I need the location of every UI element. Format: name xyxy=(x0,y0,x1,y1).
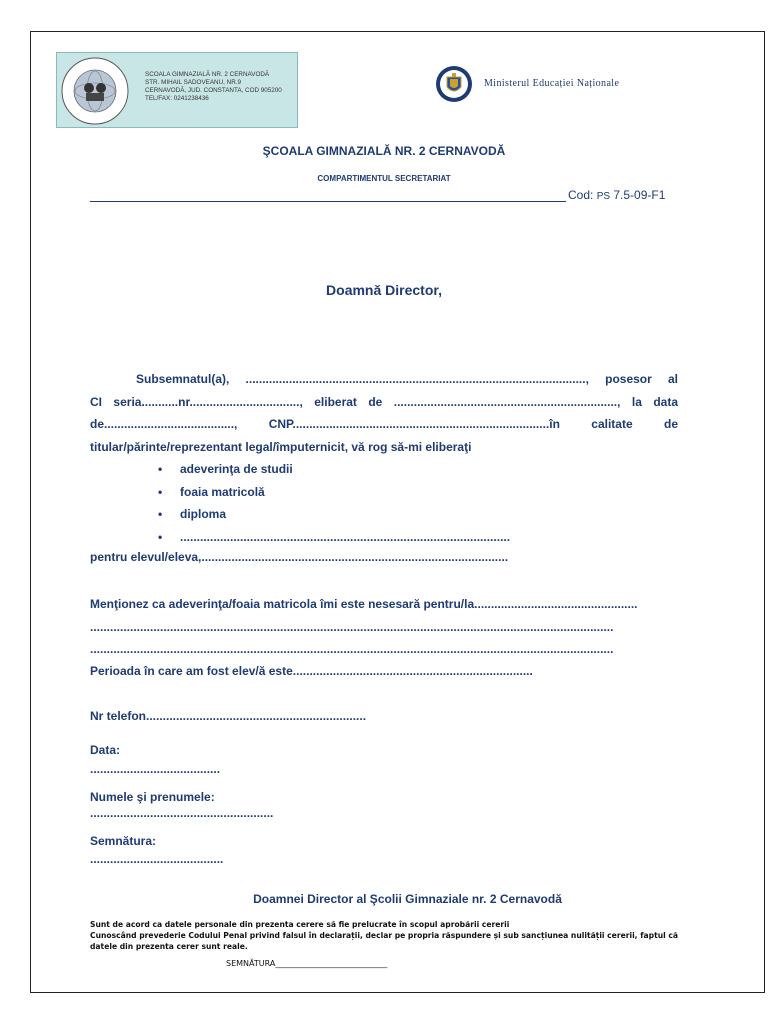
list-item-label: diploma xyxy=(180,507,227,521)
footer-title: Doamnei Director al Şcolii Gimnaziale nr. 2 Cernavodă xyxy=(253,892,562,906)
date-label: Data: xyxy=(90,743,121,757)
consent-line: Sunt de acord ca datele personale din prezenta cerere să fie prelucrate în scopul aprobării cererii xyxy=(90,920,510,929)
purpose-dots-line: ............................................................................................................................................................. xyxy=(90,620,614,634)
bullet-icon: • xyxy=(158,507,163,521)
school-title: ŞCOALA GIMNAZIALĂ NR. 2 CERNAVODĂ xyxy=(262,144,506,158)
phone-field: Nr telefon.................................................................. xyxy=(90,709,367,723)
bullet-icon: • xyxy=(158,484,163,499)
name-label: Numele şi prenumele: xyxy=(90,790,215,804)
salutation: Doamnă Director, xyxy=(326,282,442,298)
list-item-label: foaia matricolă xyxy=(180,484,265,499)
purpose-line: Menţionez ca adeverinţa/foaia matricola îmi este nesesară pentru/la................................................. xyxy=(90,597,638,611)
consent-text xyxy=(90,919,680,952)
bullet-icon: • xyxy=(158,462,163,476)
period-line: Perioada în care am fost elev/ă este........................................................................ xyxy=(90,664,533,678)
school-info-line: TEL/FAX: 0241238436 xyxy=(145,95,209,102)
consent-line: datele din prezenta cerer sunt reale. xyxy=(90,942,248,951)
school-logo-box xyxy=(56,52,298,128)
school-info-line: STR. MIHAIL SADOVEANU, NR.9 xyxy=(145,79,241,86)
body-line: de......................................., CNP.............................................................................în calitate de xyxy=(90,417,678,431)
header-divider xyxy=(90,201,566,202)
date-field: ....................................... xyxy=(90,762,221,776)
school-contact-info xyxy=(145,71,282,103)
footer-signature-line: SEMNĂTURA____________________________ xyxy=(226,959,388,968)
school-seal-icon xyxy=(59,55,131,127)
department-title: COMPARTIMENTUL SECRETARIAT xyxy=(317,174,451,183)
form-code-value: 7.5-09-F1 xyxy=(610,188,666,202)
list-item-label: adeverinţa de studii xyxy=(180,462,293,476)
body-line: titular/părinte/reprezentant legal/împuternicit, vă rog să-mi eliberaţi xyxy=(90,439,472,454)
document-type-list xyxy=(158,458,510,548)
school-info-line: SCOALA GIMNAZIALĂ NR. 2 CERNAVODĂ xyxy=(145,71,270,78)
form-code xyxy=(568,188,665,202)
list-item-label: ................................................................................................... xyxy=(180,529,511,544)
signature-label: Semnătura: xyxy=(90,834,157,848)
body-line: Subsemnatul(a), ......................................................................................................, posesor al xyxy=(136,372,678,386)
name-field: ....................................................... xyxy=(90,806,274,820)
list-item xyxy=(158,458,510,481)
request-body xyxy=(90,368,678,458)
body-line: CI seria...........nr................................., eliberat de ..................................................................., la data xyxy=(90,394,678,409)
list-item xyxy=(158,526,510,549)
romania-coat-of-arms-icon xyxy=(435,65,473,103)
ministry-name: Ministerul Educației Naționale xyxy=(484,78,620,89)
list-item xyxy=(158,481,510,504)
signature-field: ........................................ xyxy=(90,852,224,866)
form-code-label: Cod: xyxy=(568,188,597,202)
consent-line: Cunoscând prevederie Codului Penal privind falsul în declarații, declar pe propria răspundere și sub sancțiunea nulității cererii, faptul că xyxy=(90,931,678,940)
list-item xyxy=(158,503,510,526)
school-info-line: CERNAVODĂ, JUD. CONSTANTA, COD 905200 xyxy=(145,87,282,94)
purpose-dots-line: ............................................................................................................................................................. xyxy=(90,642,614,656)
student-line: pentru elevul/eleva,............................................................................................ xyxy=(90,550,509,564)
form-code-ps: PS xyxy=(596,191,611,202)
bullet-icon: • xyxy=(158,529,163,544)
